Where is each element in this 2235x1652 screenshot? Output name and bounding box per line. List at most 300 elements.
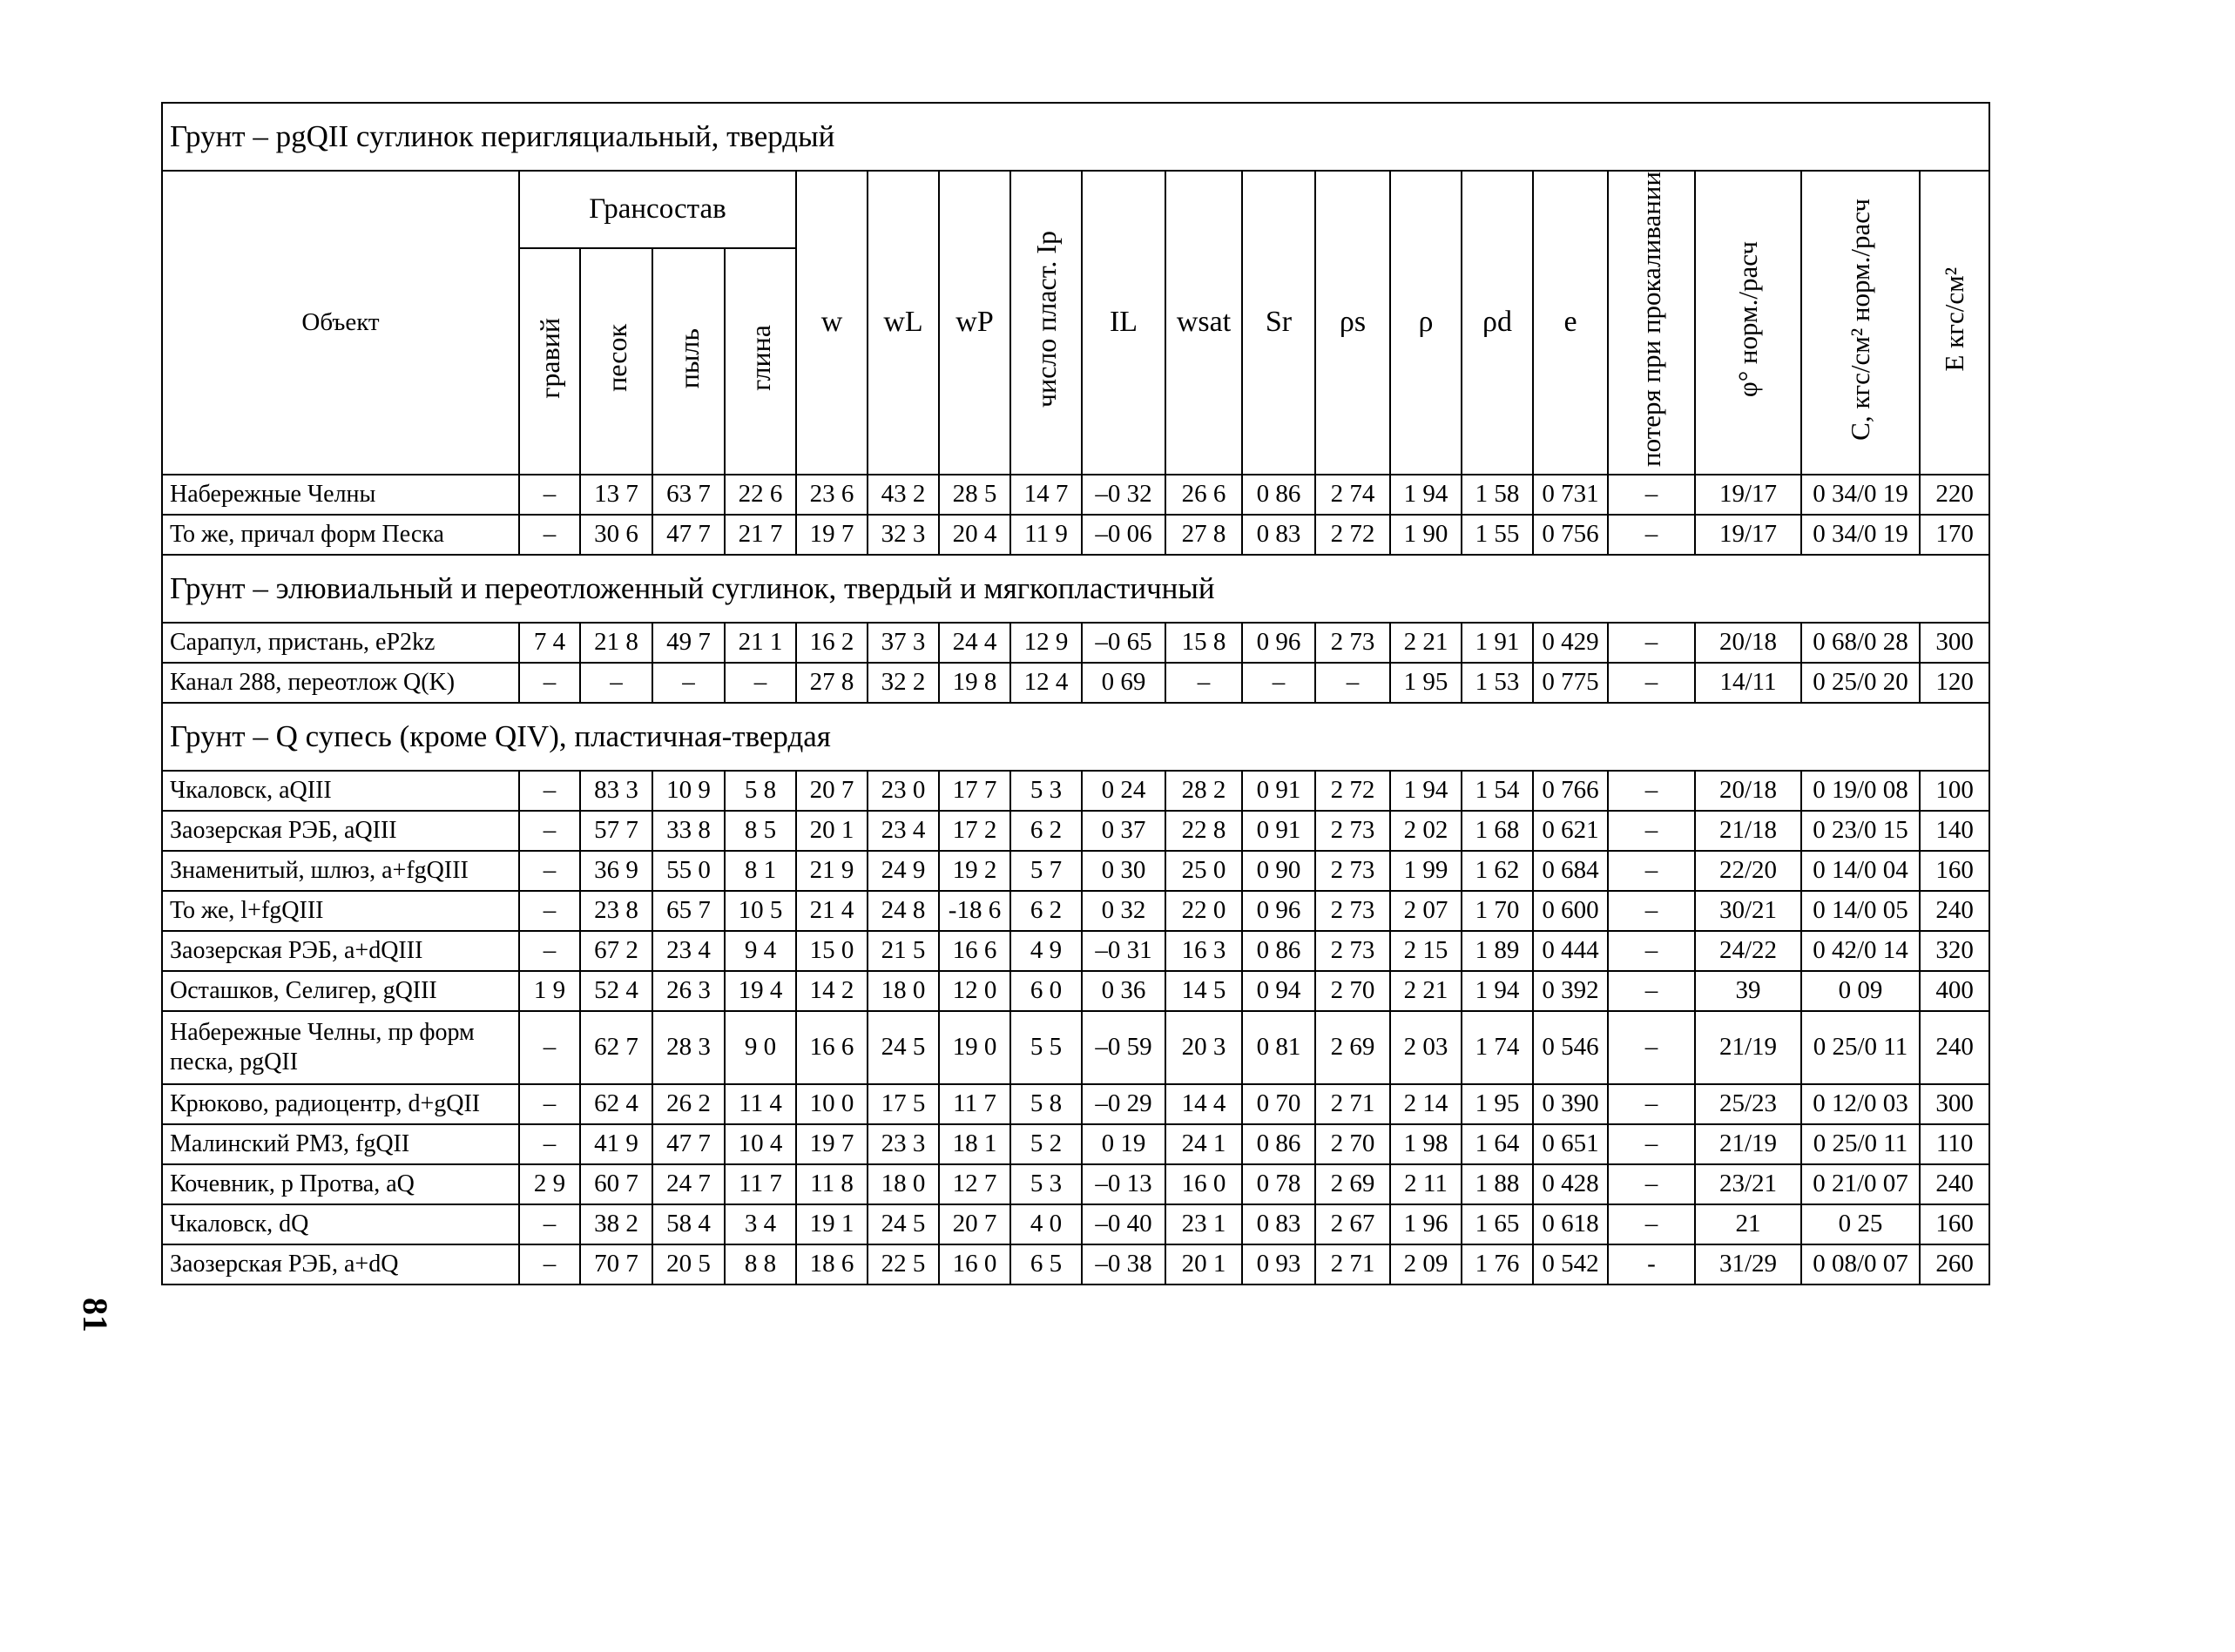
value-cell: – — [1608, 891, 1695, 931]
table-row — [162, 515, 1989, 555]
value-cell: – — [1608, 1084, 1695, 1124]
value-cell: – — [519, 1244, 580, 1285]
value-cell: 23/21 — [1695, 1164, 1801, 1204]
value-cell: 110 — [1920, 1124, 1989, 1164]
value-cell: 0 90 — [1242, 851, 1315, 891]
value-cell: 2 72 — [1315, 515, 1390, 555]
value-cell: 8 5 — [725, 811, 796, 851]
value-cell: 0 546 — [1533, 1011, 1608, 1084]
value-cell: – — [519, 1204, 580, 1244]
sand-header: песок — [580, 248, 652, 475]
value-cell: 21 — [1695, 1204, 1801, 1244]
value-cell: 1 65 — [1462, 1204, 1533, 1244]
value-cell: 1 58 — [1462, 475, 1533, 515]
value-cell: 24 8 — [868, 891, 939, 931]
value-cell: 18 1 — [939, 1124, 1010, 1164]
value-cell: 18 0 — [868, 1164, 939, 1204]
value-cell: 60 7 — [580, 1164, 652, 1204]
value-cell: – — [652, 663, 725, 703]
value-cell: –0 29 — [1082, 1084, 1165, 1124]
value-cell: 4 9 — [1010, 931, 1082, 971]
value-cell: 21 5 — [868, 931, 939, 971]
value-cell: 11 9 — [1010, 515, 1082, 555]
object-cell: Кочевник, р Протва, aQ — [162, 1164, 519, 1204]
rho-s-header: ρs — [1315, 171, 1390, 475]
value-cell: 2 73 — [1315, 623, 1390, 663]
value-cell: 0 34/0 19 — [1801, 475, 1920, 515]
value-cell: 1 95 — [1462, 1084, 1533, 1124]
value-cell: 1 99 — [1390, 851, 1462, 891]
wp-header: wP — [939, 171, 1010, 475]
il-header: IL — [1082, 171, 1165, 475]
value-cell: 0 94 — [1242, 971, 1315, 1011]
value-cell: 1 55 — [1462, 515, 1533, 555]
value-cell: 2 07 — [1390, 891, 1462, 931]
value-cell: 0 36 — [1082, 971, 1165, 1011]
value-cell: 31/29 — [1695, 1244, 1801, 1285]
value-cell: 20 7 — [796, 771, 868, 811]
value-cell: – — [1608, 771, 1695, 811]
value-cell: 19/17 — [1695, 475, 1801, 515]
value-cell: 20 5 — [652, 1244, 725, 1285]
value-cell: 63 7 — [652, 475, 725, 515]
value-cell: 0 86 — [1242, 1124, 1315, 1164]
value-cell: 33 8 — [652, 811, 725, 851]
value-cell: 19 2 — [939, 851, 1010, 891]
object-cell: То же, l+fgQIII — [162, 891, 519, 931]
section-title: Грунт – Q супесь (кроме QIV), пластичная-твердая — [162, 703, 1989, 771]
value-cell: 2 14 — [1390, 1084, 1462, 1124]
value-cell: 5 3 — [1010, 771, 1082, 811]
value-cell: 11 7 — [725, 1164, 796, 1204]
table-row — [162, 851, 1989, 891]
value-cell: 55 0 — [652, 851, 725, 891]
value-cell: – — [1608, 811, 1695, 851]
value-cell: 23 6 — [796, 475, 868, 515]
value-cell: 18 6 — [796, 1244, 868, 1285]
value-cell: 0 621 — [1533, 811, 1608, 851]
value-cell: 67 2 — [580, 931, 652, 971]
value-cell: 70 7 — [580, 1244, 652, 1285]
table-row — [162, 1204, 1989, 1244]
table-header-row — [162, 171, 1989, 248]
value-cell: 1 53 — [1462, 663, 1533, 703]
value-cell: – — [1608, 931, 1695, 971]
table-row — [162, 891, 1989, 931]
value-cell: 83 3 — [580, 771, 652, 811]
value-cell: 23 8 — [580, 891, 652, 931]
value-cell: 1 89 — [1462, 931, 1533, 971]
object-cell: Заозерская РЭБ, aQIII — [162, 811, 519, 851]
value-cell: 15 0 — [796, 931, 868, 971]
value-cell: 12 9 — [1010, 623, 1082, 663]
value-cell: 0 37 — [1082, 811, 1165, 851]
value-cell: 1 64 — [1462, 1124, 1533, 1164]
value-cell: 0 30 — [1082, 851, 1165, 891]
value-cell: 6 0 — [1010, 971, 1082, 1011]
value-cell: 1 94 — [1462, 971, 1533, 1011]
value-cell: – — [1242, 663, 1315, 703]
object-cell: Набережные Челны, пр форм песка, pgQII — [162, 1011, 519, 1084]
value-cell: 1 62 — [1462, 851, 1533, 891]
value-cell: –0 32 — [1082, 475, 1165, 515]
value-cell: 20/18 — [1695, 623, 1801, 663]
value-cell: –0 59 — [1082, 1011, 1165, 1084]
value-cell: 0 600 — [1533, 891, 1608, 931]
value-cell: 23 4 — [868, 811, 939, 851]
value-cell: 5 8 — [725, 771, 796, 811]
value-cell: 26 6 — [1165, 475, 1242, 515]
value-cell: 16 3 — [1165, 931, 1242, 971]
value-cell: 1 95 — [1390, 663, 1462, 703]
value-cell: 0 444 — [1533, 931, 1608, 971]
value-cell: 19 0 — [939, 1011, 1010, 1084]
value-cell: 0 42/0 14 — [1801, 931, 1920, 971]
table-body — [162, 475, 1989, 1285]
wl-header: wL — [868, 171, 939, 475]
object-cell: То же, причал форм Песка — [162, 515, 519, 555]
value-cell: 0 81 — [1242, 1011, 1315, 1084]
value-cell: 9 4 — [725, 931, 796, 971]
value-cell: 0 08/0 07 — [1801, 1244, 1920, 1285]
value-cell: 2 73 — [1315, 851, 1390, 891]
value-cell: 0 83 — [1242, 1204, 1315, 1244]
value-cell: 19 7 — [796, 1124, 868, 1164]
value-cell: 2 69 — [1315, 1011, 1390, 1084]
value-cell: –0 40 — [1082, 1204, 1165, 1244]
value-cell: 0 25/0 20 — [1801, 663, 1920, 703]
value-cell: 0 25 — [1801, 1204, 1920, 1244]
value-cell: 30/21 — [1695, 891, 1801, 931]
value-cell: 14/11 — [1695, 663, 1801, 703]
value-cell: 2 73 — [1315, 891, 1390, 931]
value-cell: 32 3 — [868, 515, 939, 555]
object-cell: Крюково, радиоцентр, d+gQII — [162, 1084, 519, 1124]
table-row — [162, 475, 1989, 515]
value-cell: 2 73 — [1315, 811, 1390, 851]
dust-header: пыль — [652, 248, 725, 475]
value-cell: 0 731 — [1533, 475, 1608, 515]
value-cell: 21/18 — [1695, 811, 1801, 851]
value-cell: 1 91 — [1462, 623, 1533, 663]
value-cell: 21 9 — [796, 851, 868, 891]
value-cell: 17 5 — [868, 1084, 939, 1124]
value-cell: 240 — [1920, 1164, 1989, 1204]
value-cell: 0 392 — [1533, 971, 1608, 1011]
value-cell: 0 12/0 03 — [1801, 1084, 1920, 1124]
value-cell: 19 8 — [939, 663, 1010, 703]
value-cell: 23 0 — [868, 771, 939, 811]
value-cell: 10 4 — [725, 1124, 796, 1164]
value-cell: – — [1608, 1011, 1695, 1084]
object-cell: Малинский РМЗ, fgQII — [162, 1124, 519, 1164]
value-cell: 21 1 — [725, 623, 796, 663]
table-row — [162, 1124, 1989, 1164]
value-cell: 320 — [1920, 931, 1989, 971]
value-cell: –0 31 — [1082, 931, 1165, 971]
value-cell: 1 90 — [1390, 515, 1462, 555]
value-cell: 23 1 — [1165, 1204, 1242, 1244]
value-cell: 4 0 — [1010, 1204, 1082, 1244]
value-cell: –0 65 — [1082, 623, 1165, 663]
modulus-header: E кгс/см² — [1920, 171, 1989, 475]
value-cell: 10 5 — [725, 891, 796, 931]
value-cell: 2 15 — [1390, 931, 1462, 971]
value-cell: 0 70 — [1242, 1084, 1315, 1124]
value-cell: 23 3 — [868, 1124, 939, 1164]
value-cell: 2 67 — [1315, 1204, 1390, 1244]
value-cell: 38 2 — [580, 1204, 652, 1244]
value-cell: – — [1608, 1164, 1695, 1204]
value-cell: 2 70 — [1315, 971, 1390, 1011]
table-row — [162, 771, 1989, 811]
value-cell: 0 651 — [1533, 1124, 1608, 1164]
value-cell: 43 2 — [868, 475, 939, 515]
section-header-row — [162, 703, 1989, 771]
object-cell: Знаменитый, шлюз, a+fgQIII — [162, 851, 519, 891]
value-cell: 1 70 — [1462, 891, 1533, 931]
value-cell: 2 09 — [1390, 1244, 1462, 1285]
object-cell: Чкаловск, aQIII — [162, 771, 519, 811]
value-cell: 11 7 — [939, 1084, 1010, 1124]
value-cell: 21 8 — [580, 623, 652, 663]
phi-header: φ° норм./расч — [1695, 171, 1801, 475]
value-cell: 2 21 — [1390, 971, 1462, 1011]
value-cell: 10 9 — [652, 771, 725, 811]
value-cell: 57 7 — [580, 811, 652, 851]
value-cell: – — [519, 891, 580, 931]
value-cell: 6 2 — [1010, 811, 1082, 851]
value-cell: – — [1608, 1204, 1695, 1244]
value-cell: 1 96 — [1390, 1204, 1462, 1244]
value-cell: 24 9 — [868, 851, 939, 891]
value-cell: – — [1608, 623, 1695, 663]
value-cell: 24 7 — [652, 1164, 725, 1204]
value-cell: 47 7 — [652, 1124, 725, 1164]
value-cell: 22 5 — [868, 1244, 939, 1285]
value-cell: 14 7 — [1010, 475, 1082, 515]
value-cell: 0 86 — [1242, 931, 1315, 971]
value-cell: 140 — [1920, 811, 1989, 851]
table-row — [162, 971, 1989, 1011]
value-cell: 20 3 — [1165, 1011, 1242, 1084]
object-cell: Чкаловск, dQ — [162, 1204, 519, 1244]
value-cell: 27 8 — [1165, 515, 1242, 555]
value-cell: 16 6 — [796, 1011, 868, 1084]
value-cell: 52 4 — [580, 971, 652, 1011]
object-cell: Набережные Челны — [162, 475, 519, 515]
value-cell: 6 2 — [1010, 891, 1082, 931]
value-cell: - — [1608, 1244, 1695, 1285]
e-header: e — [1533, 171, 1608, 475]
value-cell: 16 0 — [939, 1244, 1010, 1285]
value-cell: 19 1 — [796, 1204, 868, 1244]
value-cell: 2 69 — [1315, 1164, 1390, 1204]
value-cell: 0 78 — [1242, 1164, 1315, 1204]
value-cell: – — [1608, 971, 1695, 1011]
value-cell: – — [1608, 515, 1695, 555]
value-cell: 0 34/0 19 — [1801, 515, 1920, 555]
table-row — [162, 1011, 1989, 1084]
value-cell: –0 06 — [1082, 515, 1165, 555]
value-cell: 260 — [1920, 1244, 1989, 1285]
value-cell: 49 7 — [652, 623, 725, 663]
value-cell: 23 4 — [652, 931, 725, 971]
value-cell: – — [519, 1124, 580, 1164]
value-cell: 14 2 — [796, 971, 868, 1011]
value-cell: 24 5 — [868, 1204, 939, 1244]
value-cell: 16 0 — [1165, 1164, 1242, 1204]
value-cell: 160 — [1920, 1204, 1989, 1244]
value-cell: 2 02 — [1390, 811, 1462, 851]
value-cell: – — [519, 475, 580, 515]
value-cell: 1 9 — [519, 971, 580, 1011]
value-cell: 0 766 — [1533, 771, 1608, 811]
value-cell: 0 68/0 28 — [1801, 623, 1920, 663]
value-cell: 0 91 — [1242, 771, 1315, 811]
value-cell: 0 429 — [1533, 623, 1608, 663]
value-cell: 5 8 — [1010, 1084, 1082, 1124]
value-cell: 15 8 — [1165, 623, 1242, 663]
table-row — [162, 1084, 1989, 1124]
value-cell: 22 8 — [1165, 811, 1242, 851]
value-cell: 1 54 — [1462, 771, 1533, 811]
value-cell: 17 2 — [939, 811, 1010, 851]
value-cell: – — [1608, 1124, 1695, 1164]
table-row — [162, 931, 1989, 971]
value-cell: 26 2 — [652, 1084, 725, 1124]
value-cell: 21 4 — [796, 891, 868, 931]
value-cell: – — [1608, 851, 1695, 891]
value-cell: 11 8 — [796, 1164, 868, 1204]
value-cell: – — [1608, 475, 1695, 515]
value-cell: 24/22 — [1695, 931, 1801, 971]
value-cell: 1 94 — [1390, 771, 1462, 811]
value-cell: 41 9 — [580, 1124, 652, 1164]
value-cell: 47 7 — [652, 515, 725, 555]
object-cell: Осташков, Селигер, gQIII — [162, 971, 519, 1011]
value-cell: 160 — [1920, 851, 1989, 891]
value-cell: 0 96 — [1242, 891, 1315, 931]
value-cell: – — [580, 663, 652, 703]
value-cell: 24 5 — [868, 1011, 939, 1084]
rho-d-header: ρd — [1462, 171, 1533, 475]
value-cell: 6 5 — [1010, 1244, 1082, 1285]
value-cell: 0 25/0 11 — [1801, 1124, 1920, 1164]
value-cell: 0 684 — [1533, 851, 1608, 891]
value-cell: 120 — [1920, 663, 1989, 703]
value-cell: 0 25/0 11 — [1801, 1011, 1920, 1084]
object-cell: Канал 288, переотлож Q(K) — [162, 663, 519, 703]
value-cell: 5 7 — [1010, 851, 1082, 891]
value-cell: 20/18 — [1695, 771, 1801, 811]
value-cell: 24 4 — [939, 623, 1010, 663]
table-row — [162, 811, 1989, 851]
value-cell: 58 4 — [652, 1204, 725, 1244]
value-cell: 1 98 — [1390, 1124, 1462, 1164]
value-cell: 21/19 — [1695, 1124, 1801, 1164]
plasticity-index-header: число пласт. Ip — [1010, 171, 1082, 475]
value-cell: 100 — [1920, 771, 1989, 811]
value-cell: 0 19 — [1082, 1124, 1165, 1164]
value-cell: 12 0 — [939, 971, 1010, 1011]
value-cell: -18 6 — [939, 891, 1010, 931]
value-cell: 0 14/0 04 — [1801, 851, 1920, 891]
value-cell: –0 38 — [1082, 1244, 1165, 1285]
value-cell: – — [519, 811, 580, 851]
value-cell: 28 2 — [1165, 771, 1242, 811]
w-header: w — [796, 171, 868, 475]
value-cell: 0 83 — [1242, 515, 1315, 555]
value-cell: 300 — [1920, 1084, 1989, 1124]
value-cell: 19 7 — [796, 515, 868, 555]
value-cell: 0 86 — [1242, 475, 1315, 515]
value-cell: 11 4 — [725, 1084, 796, 1124]
cohesion-header: C, кгс/см² норм./расч — [1801, 171, 1920, 475]
value-cell: 21/19 — [1695, 1011, 1801, 1084]
value-cell: – — [519, 1011, 580, 1084]
value-cell: 0 618 — [1533, 1204, 1608, 1244]
value-cell: 300 — [1920, 623, 1989, 663]
loss-on-ignition-header: потеря при прокаливании — [1608, 171, 1695, 475]
table-row — [162, 1164, 1989, 1204]
value-cell: 0 93 — [1242, 1244, 1315, 1285]
value-cell: 32 2 — [868, 663, 939, 703]
value-cell: 2 11 — [1390, 1164, 1462, 1204]
table-row — [162, 623, 1989, 663]
value-cell: 17 7 — [939, 771, 1010, 811]
value-cell: 2 9 — [519, 1164, 580, 1204]
value-cell: 65 7 — [652, 891, 725, 931]
object-column-header: Объект — [162, 171, 519, 475]
value-cell: 19 4 — [725, 971, 796, 1011]
value-cell: – — [1315, 663, 1390, 703]
sr-header: Sr — [1242, 171, 1315, 475]
value-cell: 62 4 — [580, 1084, 652, 1124]
value-cell: 18 0 — [868, 971, 939, 1011]
value-cell: 0 69 — [1082, 663, 1165, 703]
value-cell: 5 3 — [1010, 1164, 1082, 1204]
rho-header: ρ — [1390, 171, 1462, 475]
value-cell: 0 91 — [1242, 811, 1315, 851]
value-cell: 220 — [1920, 475, 1989, 515]
value-cell: 27 8 — [796, 663, 868, 703]
value-cell: 12 4 — [1010, 663, 1082, 703]
value-cell: 25/23 — [1695, 1084, 1801, 1124]
object-cell: Заозерская РЭБ, a+dQ — [162, 1244, 519, 1285]
value-cell: 22 0 — [1165, 891, 1242, 931]
value-cell: 2 72 — [1315, 771, 1390, 811]
value-cell: 2 73 — [1315, 931, 1390, 971]
value-cell: 10 0 — [796, 1084, 868, 1124]
value-cell: 0 21/0 07 — [1801, 1164, 1920, 1204]
value-cell: 170 — [1920, 515, 1989, 555]
value-cell: 1 74 — [1462, 1011, 1533, 1084]
value-cell: 1 94 — [1390, 475, 1462, 515]
table-row — [162, 663, 1989, 703]
value-cell: 26 3 — [652, 971, 725, 1011]
value-cell: 19/17 — [1695, 515, 1801, 555]
value-cell: 8 8 — [725, 1244, 796, 1285]
value-cell: 2 71 — [1315, 1084, 1390, 1124]
value-cell: 0 24 — [1082, 771, 1165, 811]
value-cell: 22 6 — [725, 475, 796, 515]
value-cell: 25 0 — [1165, 851, 1242, 891]
value-cell: 20 4 — [939, 515, 1010, 555]
value-cell: 2 71 — [1315, 1244, 1390, 1285]
gravel-header: гравий — [519, 248, 580, 475]
value-cell: – — [1165, 663, 1242, 703]
